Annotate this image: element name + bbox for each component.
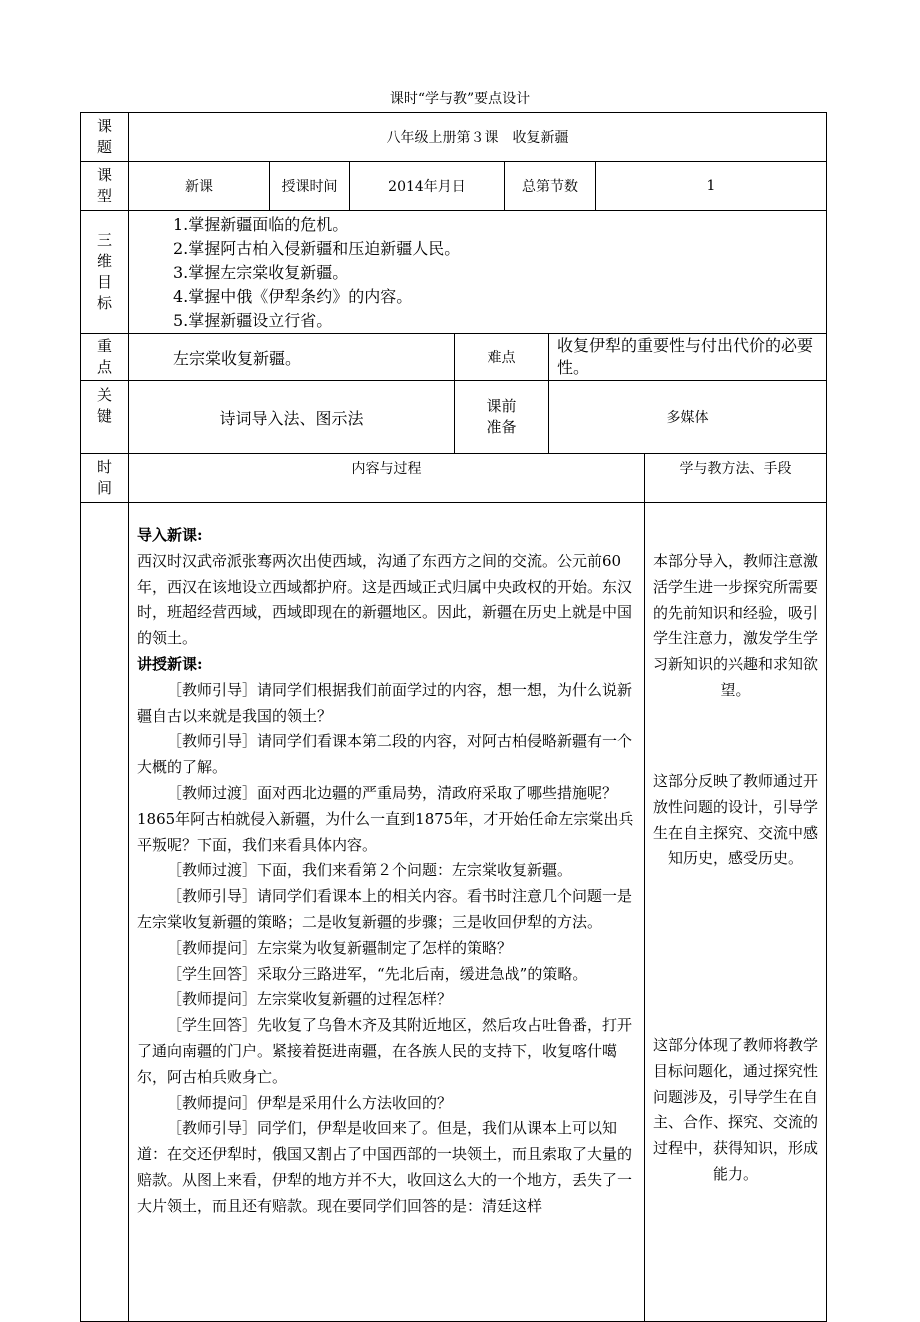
section-heading: 导入新课: — [137, 526, 203, 544]
method-label: 关 键 — [80, 380, 129, 454]
time-label: 授课时间 — [269, 161, 350, 211]
method-value: 诗词导入法、图示法 — [128, 380, 455, 454]
page-title: 课时“学与教”要点设计 — [389, 91, 531, 107]
side-note: 这部分反映了教师通过开放性问题的设计，引导学生在自主探究、交流中感知历史，感受历史。 — [652, 772, 818, 868]
content-paragraph: ［教师过渡］下面，我们来看第２个问题：左宗棠收复新疆。 — [167, 861, 573, 880]
content-paragraph: ［教师引导］请同学们看课本第二段的内容，对阿古柏侵略新疆有一个大概的了解。 — [137, 732, 633, 777]
time-header-label: 时 间 — [80, 453, 129, 503]
content-paragraph: ［教师提问］左宗棠收复新疆的过程怎样？ — [167, 990, 453, 1009]
goals-label: 三 维 目 标 — [80, 210, 129, 334]
total-value: 1 — [595, 161, 827, 211]
content-paragraph: 西汉时汉武帝派张骞两次出使西域，沟通了东西方之间的交流。公元前60年，西汉在该地设立西域都护府。这是西域正式归属中央政权的开始。东汉时，班超经营西域，西域即现在的新疆地区。因此，新疆在历史上就是中国的领土。 — [137, 551, 633, 648]
method-header: 学与教方法、手段 — [644, 453, 827, 503]
content-paragraph: ［教师提问］伊犁是采用什么方法收回的？ — [167, 1093, 453, 1112]
time-value: 2014年月日 — [349, 161, 505, 211]
time-cell — [80, 502, 129, 1322]
key-value: 左宗棠收复新疆。 — [128, 333, 455, 381]
goal-item: 3.掌握左宗棠收复新疆。 — [173, 263, 349, 282]
type-label: 课 型 — [80, 161, 129, 211]
topic-value: 八年级上册第３课 收复新疆 — [128, 112, 827, 162]
goal-item: 4.掌握中俄《伊犁条约》的内容。 — [173, 287, 413, 306]
prep-label: 课前 准备 — [454, 380, 549, 454]
total-label: 总第节数 — [504, 161, 596, 211]
type-value: 新课 — [128, 161, 270, 211]
section-heading: 讲授新课: — [137, 654, 203, 673]
method-cell — [644, 502, 827, 1322]
goal-item: 1.掌握新疆面临的危机。 — [173, 215, 349, 234]
content-header: 内容与过程 — [128, 453, 645, 503]
content-paragraph: ［教师提问］左宗棠为收复新疆制定了怎样的策略？ — [167, 938, 513, 957]
content-paragraph: ［学生回答］先收复了乌鲁木齐及其附近地区，然后攻占吐鲁番，打开了通向南疆的门户。紧接着挺进南疆，在各族人民的支持下，收复喀什噶尔，阿古柏兵败身亡。 — [137, 1016, 633, 1086]
goal-item: 2.掌握阿古柏入侵新疆和压迫新疆人民。 — [173, 239, 461, 258]
key-label: 重 点 — [80, 333, 129, 381]
content-paragraph: ［学生回答］采取分三路进军，“先北后南，缓进急战”的策略。 — [167, 964, 588, 983]
side-note: 本部分导入，教师注意激活学生进一步探究所需要的先前知识和经验，吸引学生注意力，激发学生学习新知识的兴趣和求知欲望。 — [652, 552, 818, 699]
topic-label: 课 题 — [80, 112, 129, 162]
prep-value: 多媒体 — [548, 380, 827, 454]
difficulty-value: 收复伊犁的重要性与付出代价的必要性。 — [548, 333, 827, 381]
difficulty-label: 难点 — [454, 333, 549, 381]
goals-list — [128, 210, 827, 334]
content-paragraph: ［教师引导］请同学们看课本上的相关内容。看书时注意几个问题一是左宗棠收复新疆的策略；二是收复新疆的步骤；三是收回伊犁的方法。 — [137, 887, 633, 931]
content-paragraph: ［教师引导］同学们，伊犁是收回来了。但是，我们从课本上可以知道：在交还伊犁时，俄国又割占了中国西部的一块领土，而且索取了大量的赔款。从图上来看，伊犁的地方并不大，收回这么大的一个地方，丢失了一大片领土，而且还有赔款。现在要同学们回答的是：清廷这样 — [137, 1119, 633, 1215]
goal-item: 5.掌握新疆设立行省。 — [173, 311, 333, 330]
content-paragraph: ［教师引导］请同学们根据我们前面学过的内容，想一想，为什么说新疆自古以来就是我国的领土？ — [137, 680, 633, 725]
content-cell — [128, 502, 645, 1322]
content-paragraph: ［教师过渡］面对西北边疆的严重局势，清政府采取了哪些措施呢？1865年阿古柏就侵入新疆，为什么一直到1875年，才开始任命左宗棠出兵平叛呢？下面，我们来看具体内容。 — [137, 783, 634, 854]
side-note: 这部分体现了教师将教学目标问题化，通过探究性问题涉及，引导学生在自主、合作、探究、交流的过程中，获得知识，形成能力。 — [652, 1036, 818, 1183]
